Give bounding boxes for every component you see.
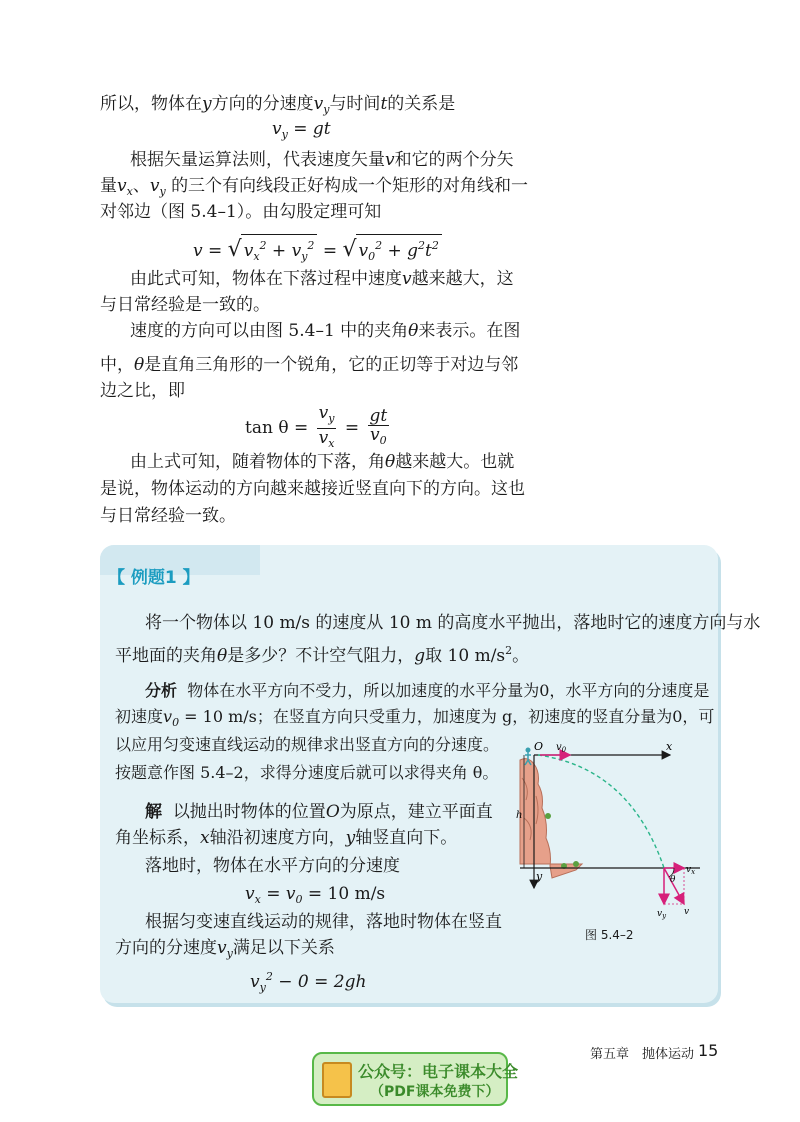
figure-projectile-diagram [500, 738, 720, 938]
x-axis-label: x [666, 740, 673, 753]
solution-line: 根据匀变速直线运动的规律，落地时物体在竖直 [145, 912, 502, 932]
watermark-stamp [312, 1052, 519, 1106]
v-vector [664, 868, 684, 904]
paragraph-line: 由上式可知，随着物体的下落，角θ越来越大。也就 [130, 452, 515, 472]
paragraph-line: 所以，物体在y方向的分速度$v_y$与时间t的关系是 [100, 94, 456, 116]
vx-label: $v_x$ [686, 865, 696, 876]
paragraph-line: 与日常经验是一致的。 [100, 295, 270, 315]
v-label: v [684, 907, 690, 917]
chapter-footer: 第五章 抛体运动 [590, 1047, 695, 1062]
equation-vy: $v_y$ = gt [272, 119, 331, 141]
analysis-line: 以应用匀变速直线运动的规律求出竖直方向的分速度。 [115, 735, 500, 754]
example-question-line: 将一个物体以 10 m/s 的速度从 10 m 的高度水平抛出，落地时它的速度方向与水 [145, 613, 761, 633]
paragraph-line: 与日常经验一致。 [100, 506, 236, 526]
trajectory-curve [538, 755, 664, 868]
figure-caption: 图 5.4–2 [585, 928, 634, 942]
y-axis-label: y [536, 870, 543, 883]
theta-label: θ [670, 875, 676, 885]
page-number: 15 [698, 1041, 719, 1060]
paragraph-line: 边之比，即 [100, 381, 185, 401]
equation-vx: $v_x = v_0 = 10$ m/s [245, 884, 386, 906]
paragraph-line: 中，θ是直角三角形的一个锐角，它的正切等于对边与邻 [100, 355, 519, 375]
equation-v-magnitude: v = √ $v_x^2 + v_y^2$ = √ $v_0^2 + g^2t^2$ [193, 234, 442, 268]
analysis-line: 分析 物体在水平方向不受力，所以加速度的水平分量为0，水平方向的分速度是 [145, 681, 710, 700]
v0-label: $v_0$ [556, 742, 567, 754]
solution-line: 落地时，物体在水平方向的分速度 [145, 856, 400, 876]
analysis-line: 按题意作图 5.4–2，求得分速度后就可以求得夹角 θ。 [115, 763, 499, 782]
cliff-shape [520, 759, 582, 878]
analysis-label: 分析 [145, 681, 178, 700]
example-title: 【 例题1 】 [108, 568, 200, 588]
h-label: h [516, 810, 523, 821]
vy-label: $v_y$ [657, 909, 667, 920]
solution-line: 方向的分速度$v_y$满足以下关系 [115, 938, 335, 960]
paragraph-line: 对邻边（图 5.4–1）。由勾股定理可知 [100, 202, 382, 222]
origin-label: O [534, 740, 544, 753]
paragraph-line: 量$v_x$、$v_y$ 的三个有向线段正好构成一个矩形的对角线和一 [100, 176, 529, 198]
book-icon [322, 1062, 352, 1098]
solution-line: 解 以抛出时物体的位置O为原点，建立平面直 [145, 802, 493, 822]
analysis-line: 初速度$v_0 = 10$ m/s；在竖直方向只受重力，加速度为 g，初速度的竖直分量为0，可 [115, 707, 715, 729]
stamp-line-2: （PDF课本免费下） [370, 1084, 500, 1100]
example-question-line: 平地面的夹角θ是多少？不计空气阻力，g取 10 $m/s^2$。 [115, 644, 530, 666]
paragraph-line: 根据矢量运算法则，代表速度矢量v和它的两个分矢 [130, 150, 514, 170]
paragraph-line: 是说，物体运动的方向越来越接近竖直向下的方向。这也 [100, 479, 525, 499]
paragraph-line: 速度的方向可以由图 5.4–1 中的夹角θ来表示。在图 [130, 321, 521, 341]
solution-line: 角坐标系，x轴沿初速度方向，y轴竖直向下。 [115, 828, 458, 848]
paragraph-line: 由此式可知，物体在下落过程中速度v越来越大，这 [130, 269, 514, 289]
solution-label: 解 [145, 802, 162, 822]
stamp-line-1: 公众号：电子课本大全 [358, 1062, 519, 1081]
equation-tan-theta: tan θ = $\frac{v_y}{v_x}$ = $\frac{gt}{v_0}$ [245, 403, 388, 450]
equation-vy-squared: $v_y^2 - 0 = 2gh$ [250, 970, 367, 994]
